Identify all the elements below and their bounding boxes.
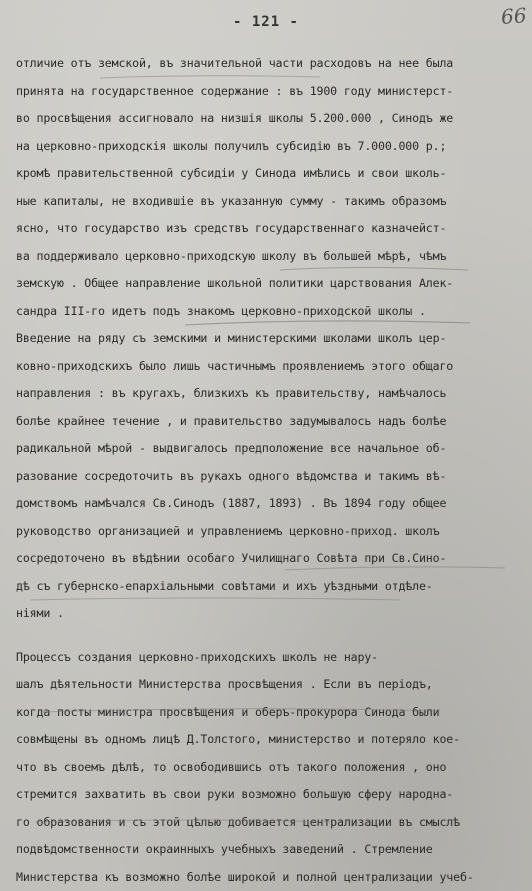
text-line: ніями . bbox=[16, 606, 64, 620]
text-line: болѣе крайнее течение , и правительство задумывалось надъ болѣе bbox=[16, 413, 447, 428]
text-line: стремится захватить въ свои руки возможно большую сферу народна- bbox=[16, 787, 454, 801]
text-line: ясно, что государство изъ средствъ государственнаго казначейст- bbox=[16, 221, 447, 235]
text-line: во просвѣщения ассигновало на низшія школы 5.200.000 , Синодъ же bbox=[16, 111, 454, 125]
text-line: Введение на ряду съ земскими и министерскими школами школъ цер- bbox=[16, 331, 447, 345]
text-line: шалъ дѣятельности Министерства просвѣщения . Если въ періодъ, bbox=[16, 677, 433, 691]
text-line: что въ своемъ дѣлѣ, то освободившись отъ такого положения , оно bbox=[16, 759, 447, 774]
text-line: сосредоточено въ вѣдѣнии особаго Училищнаго Совѣта при Св.Сино- bbox=[16, 551, 447, 565]
text-line: сандра III-го идетъ подъ знакомъ церковно-приходской школы . bbox=[16, 303, 426, 318]
text-line: принята на государственное содержание : въ 1900 году министерст- bbox=[16, 83, 454, 98]
page-number: - 121 - bbox=[232, 14, 299, 30]
text-line: Процессъ создания церковно-приходскихъ школъ не нару- bbox=[16, 649, 378, 664]
text-line: го образования и съ этой цѣлью добивается централизации въ смыслѣ bbox=[16, 814, 460, 829]
body-text bbox=[16, 50, 520, 891]
text-line: дѣ съ губернско-епархіальными совѣтами и ихъ уѣздными отдѣле- bbox=[16, 578, 433, 593]
text-line: ва поддерживало церковно-приходскую школу въ большей мѣрѣ, чѣмъ bbox=[16, 248, 447, 263]
text-line: ные капиталы, не входившіе въ указанную сумму - такимъ образомъ bbox=[16, 193, 447, 208]
text-line: Министерства къ возможно болѣе широкой и полной централизации учеб- bbox=[16, 869, 474, 884]
text-line: отличие отъ земской, въ значительной части расходовъ на нее была bbox=[16, 56, 454, 70]
text-line: подвѣдомственности окраинныхъ учебныхъ заведений . Стремление bbox=[16, 842, 433, 856]
text-line: ковно-приходскихъ было лишь частичнымъ проявлениемъ этого общаго bbox=[16, 358, 454, 373]
text-line: радикальной мѣрой - выдвигалось предположение все начальное об- bbox=[16, 441, 447, 455]
text-line: кромѣ правительственной субсидіи у Синода имѣлись и свои школь- bbox=[16, 166, 447, 180]
text-line: совмѣщены въ одномъ лицѣ Д.Толстого, министерство и потеряло кое- bbox=[16, 732, 460, 746]
text-line: разование сосредоточить въ рукахъ одного вѣдомства и такимъ вѣ- bbox=[16, 468, 447, 483]
text-line: домствомъ намѣчался Св.Синодъ (1887, 1893) . Въ 1894 году общее bbox=[16, 496, 447, 510]
text-line: земскую . Общее направление школьной политики царствования Алек- bbox=[16, 276, 454, 290]
text-line bbox=[16, 628, 520, 644]
folio-number: 66 bbox=[499, 3, 527, 29]
text-line: когда посты министра просвѣщения и оберъ-прокурора Синода были bbox=[16, 704, 440, 719]
text-line: на церковно-приходскія школы получилъ субсидію въ 7.000.000 р.; bbox=[16, 138, 447, 153]
text-line: руководство организацией и управлениемъ церковно-приход. школъ bbox=[16, 523, 440, 538]
text-line: направления : въ кругахъ, близкихъ къ правительству, намѣчалось bbox=[16, 386, 447, 400]
